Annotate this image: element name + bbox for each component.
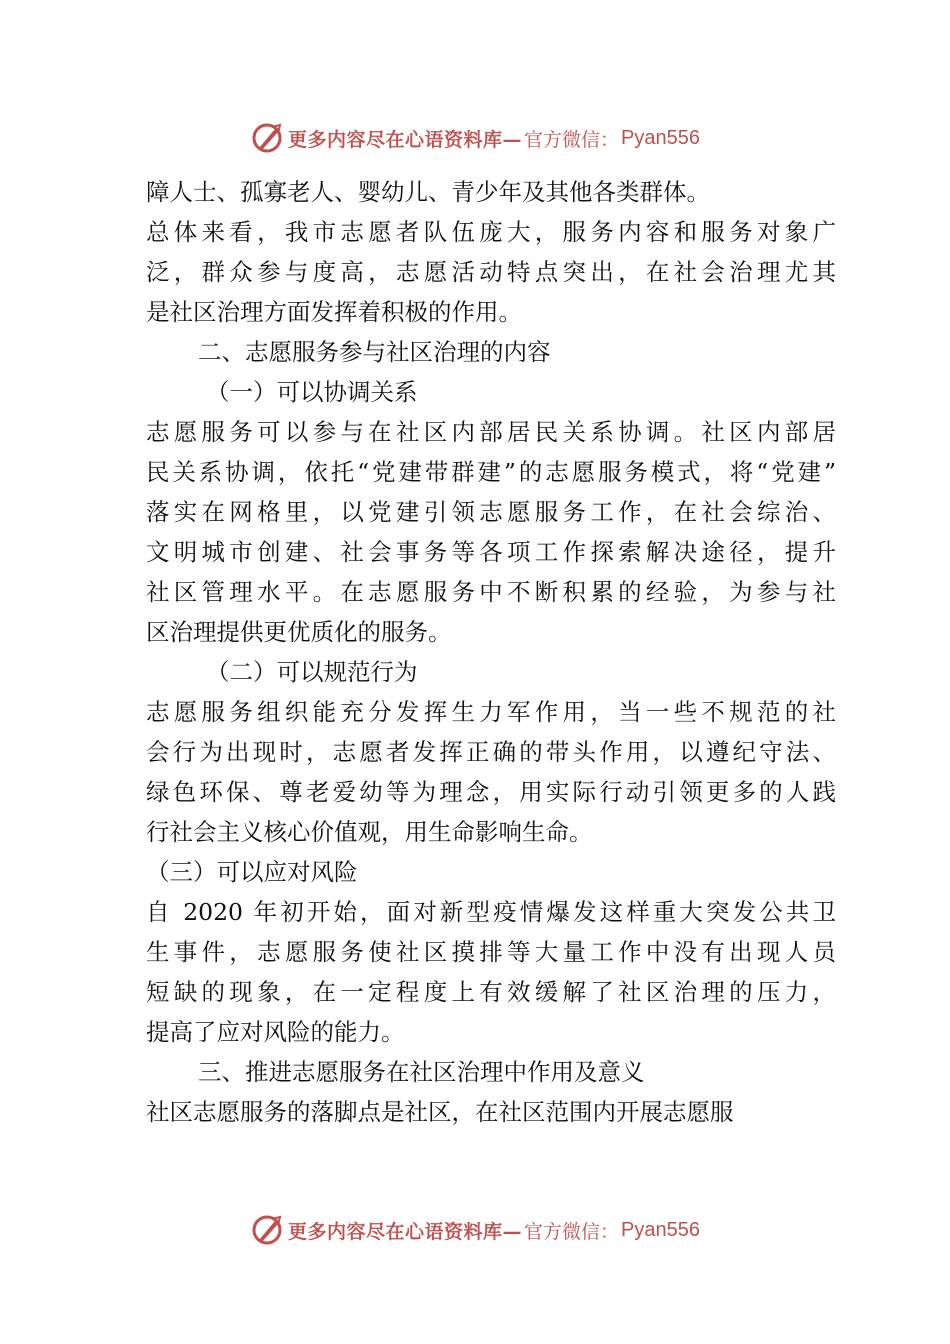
document-body xyxy=(146,172,836,1132)
body-line: 民关系协调，依托“党建带群建”的志愿服务模式，将“党建” xyxy=(146,458,836,486)
body-line: 志愿服务组织能充分发挥生力军作用，当一些不规范的社 xyxy=(146,698,836,726)
footer-text: 更多内容尽在心语资料库— xyxy=(288,1220,523,1243)
body-line: 绿色环保、尊老爱幼等为理念，用实际行动引领更多的人践 xyxy=(146,778,836,806)
body-line: 文明城市创建、社会事务等各项工作探索解决途径，提升 xyxy=(146,538,836,566)
body-line: 落实在网格里，以党建引领志愿服务工作，在社会综治、 xyxy=(146,498,836,526)
footer-wechat-label: 官方微信： xyxy=(524,1220,620,1243)
body-line: 生事件，志愿服务使社区摸排等大量工作中没有出现人员 xyxy=(146,938,836,966)
footer-wechat-id: Pyan556 xyxy=(621,1218,700,1241)
subsection-heading: （一）可以协调关系 xyxy=(206,378,418,406)
footer-banner xyxy=(0,1210,950,1250)
subsection-heading: （三）可以应对风险 xyxy=(146,858,358,886)
body-line: 志愿服务可以参与在社区内部居民关系协调。社区内部居 xyxy=(146,418,836,446)
body-line: 泛，群众参与度高，志愿活动特点突出，在社会治理尤其 xyxy=(146,258,836,286)
body-line: 提高了应对风险的能力。 xyxy=(146,1018,405,1046)
body-line: 短缺的现象，在一定程度上有效缓解了社区治理的压力， xyxy=(146,978,836,1006)
body-line: 障人士、孤寡老人、婴幼儿、青少年及其他各类群体。 xyxy=(146,178,710,206)
body-line: 自 2020 年初开始，面对新型疫情爆发这样重大突发公共卫 xyxy=(146,898,836,926)
header-wechat-id: Pyan556 xyxy=(621,126,700,149)
section-heading: 二、志愿服务参与社区治理的内容 xyxy=(198,338,551,366)
body-line: 社区志愿服务的落脚点是社区，在社区范围内开展志愿服 xyxy=(146,1098,734,1126)
body-line: 行社会主义核心价值观，用生命影响生命。 xyxy=(146,818,593,846)
header-banner xyxy=(0,118,950,158)
section-heading: 三、推进志愿服务在社区治理中作用及意义 xyxy=(198,1058,645,1086)
body-line: 会行为出现时，志愿者发挥正确的带头作用，以遵纪守法、 xyxy=(146,738,836,766)
pen-logo-icon xyxy=(250,1213,284,1247)
header-wechat-label: 官方微信： xyxy=(524,128,620,151)
pen-logo-icon xyxy=(250,121,284,155)
body-line: 区治理提供更优质化的服务。 xyxy=(146,618,452,646)
subsection-heading: （二）可以规范行为 xyxy=(206,658,418,686)
body-line: 是社区治理方面发挥着积极的作用。 xyxy=(146,298,522,326)
body-line: 总体来看，我市志愿者队伍庞大，服务内容和服务对象广 xyxy=(146,218,836,246)
body-line: 社区管理水平。在志愿服务中不断积累的经验，为参与社 xyxy=(146,578,836,606)
header-text: 更多内容尽在心语资料库— xyxy=(288,128,523,151)
